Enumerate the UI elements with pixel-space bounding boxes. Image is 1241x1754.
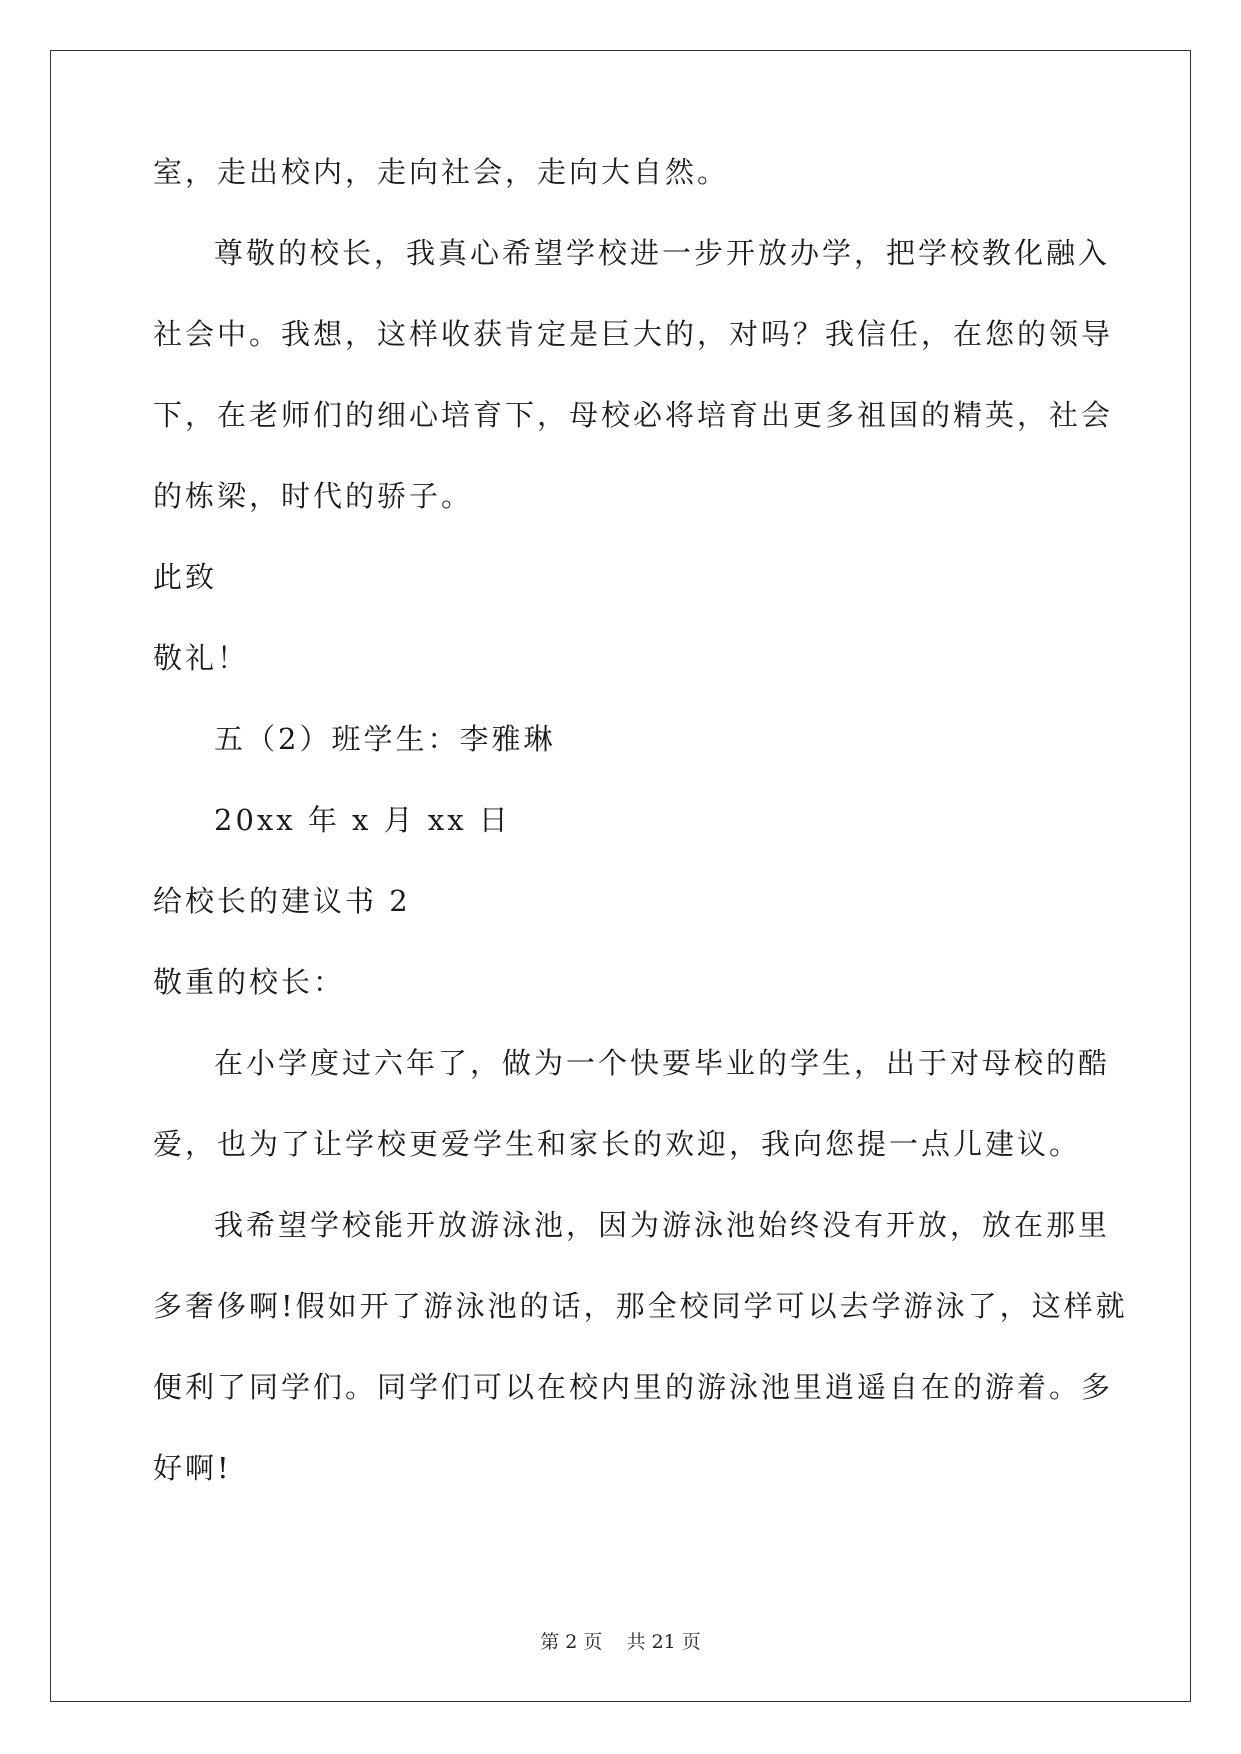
- text-line: 的栋梁，时代的骄子。: [153, 479, 474, 513]
- section-title: 给校长的建议书 2: [153, 884, 411, 918]
- date-line: 20xx 年 x 月 xx 日: [214, 803, 511, 837]
- closing-regards: 敬礼！: [153, 641, 250, 675]
- paragraph-start: 我希望学校能开放游泳池，因为游泳池始终没有开放，放在那里: [214, 1208, 1111, 1242]
- text-line: 多奢侈啊!假如开了游泳池的话，那全校同学可以去学游泳了，这样就: [153, 1289, 1128, 1323]
- page-footer: [0, 1630, 1241, 1654]
- text-line: 好啊!: [153, 1451, 232, 1485]
- paragraph-start: 尊敬的校长，我真心希望学校进一步开放办学，把学校教化融入: [214, 236, 1111, 270]
- paragraph-start: 在小学度过六年了，做为一个快要毕业的学生，出于对母校的酷: [214, 1046, 1111, 1080]
- text-line: 社会中。我想，这样收获肯定是巨大的，对吗？我信任，在您的领导: [153, 317, 1114, 351]
- signature: 五（2）班学生：李雅琳: [214, 722, 556, 756]
- text-line: 室，走出校内，走向社会，走向大自然。: [153, 155, 730, 189]
- greeting: 敬重的校长：: [153, 965, 346, 999]
- page-number: 第 2 页: [540, 1631, 603, 1653]
- text-line: 便利了同学们。同学们可以在校内里的游泳池里逍遥自在的游着。多: [153, 1370, 1114, 1404]
- closing-salutation: 此致: [153, 560, 218, 594]
- text-line: 爱，也为了让学校更爱学生和家长的欢迎，我向您提一点儿建议。: [153, 1127, 1082, 1161]
- page-total: 共 21 页: [626, 1631, 701, 1653]
- text-line: 下，在老师们的细心培育下，母校必将培育出更多祖国的精英，社会: [153, 398, 1114, 432]
